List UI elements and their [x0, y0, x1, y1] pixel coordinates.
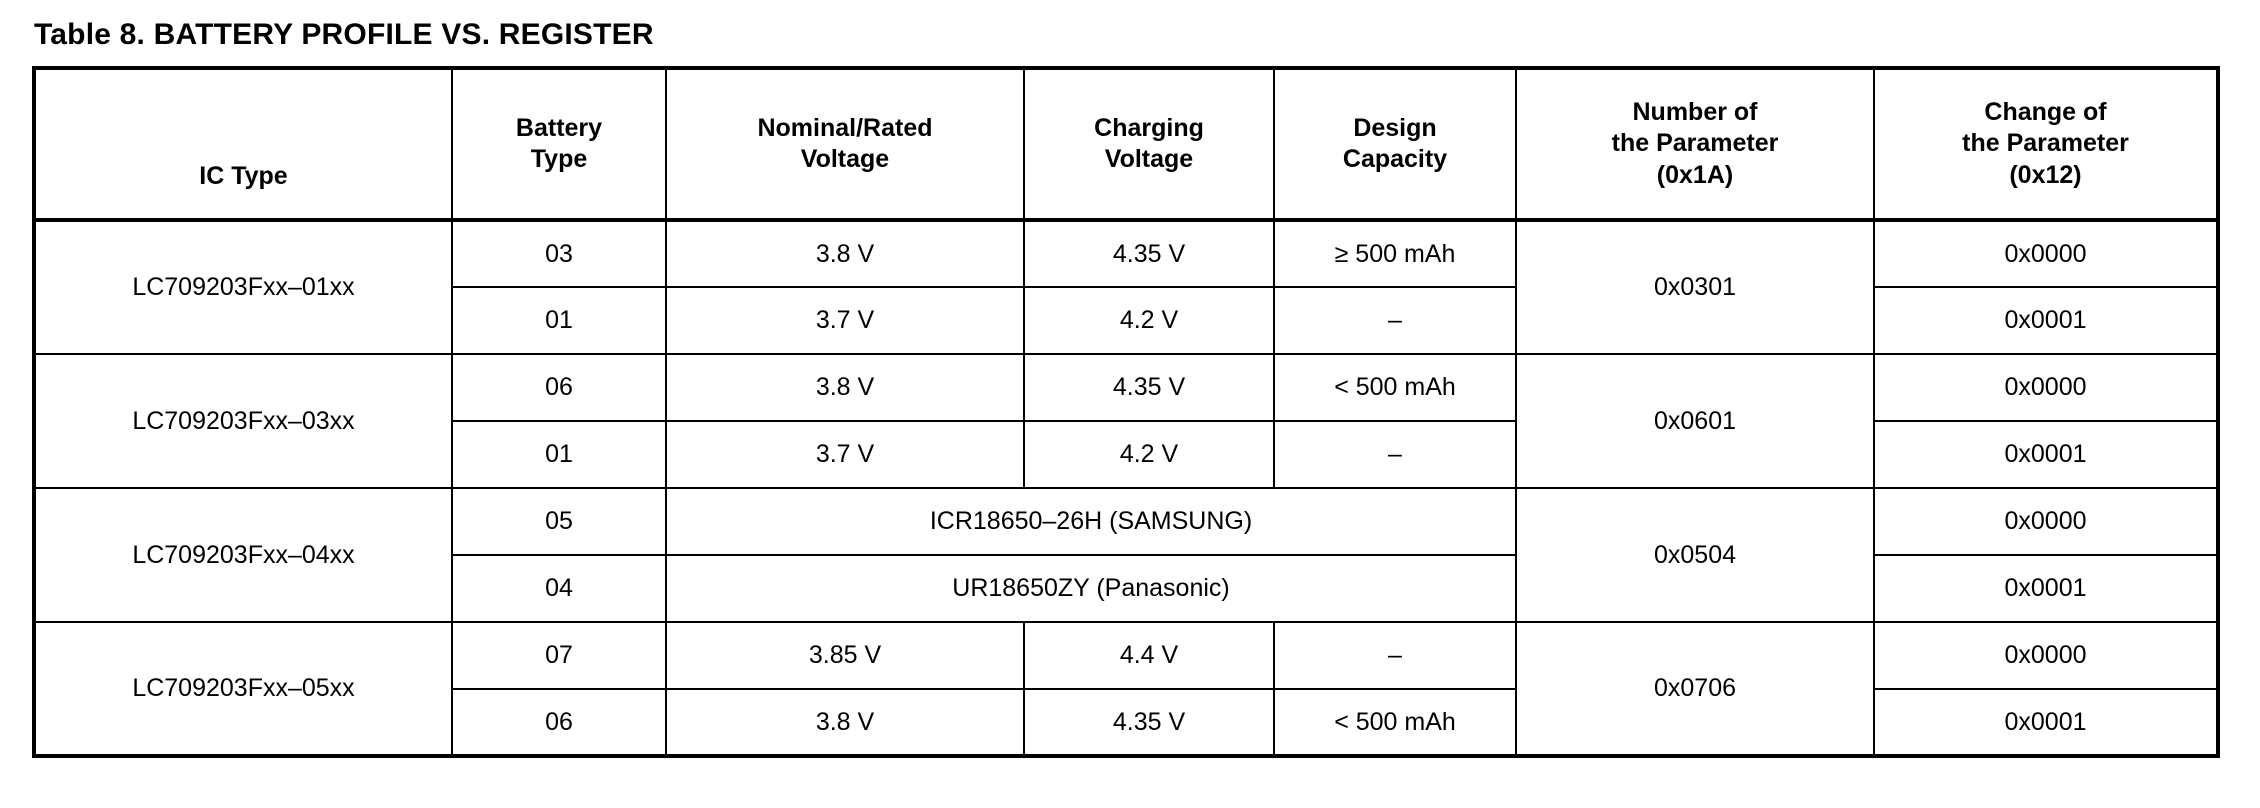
cell-parameter-number: 0x0706: [1516, 622, 1874, 756]
cell-battery-model: ICR18650–26H (SAMSUNG): [666, 488, 1516, 555]
column-header-parameter-change-line2: the Parameter: [1962, 129, 2129, 158]
cell-ic-type: LC709203Fxx–04xx: [34, 488, 452, 622]
cell-nominal-voltage: 3.7 V: [666, 287, 1024, 354]
cell-battery-type: 06: [452, 689, 666, 756]
table-row: [34, 354, 2218, 421]
table-body: [34, 220, 2218, 756]
column-header-design-capacity-line1: Design: [1353, 113, 1437, 142]
column-header-parameter-number-line3: (0x1A): [1656, 160, 1734, 189]
cell-charging-voltage: 4.35 V: [1024, 354, 1274, 421]
cell-battery-type: 05: [452, 488, 666, 555]
cell-parameter-change: 0x0001: [1874, 421, 2218, 488]
cell-parameter-change: 0x0000: [1874, 354, 2218, 421]
cell-parameter-number: 0x0301: [1516, 220, 1874, 354]
cell-parameter-change: 0x0000: [1874, 622, 2218, 689]
column-header-charging-voltage: [1024, 68, 1274, 220]
column-header-nominal-voltage-line2: Voltage: [800, 145, 890, 173]
table-row: [34, 488, 2218, 555]
column-header-battery-type-line2: Type: [530, 145, 588, 173]
column-header-ic-type: IC Type: [34, 68, 452, 220]
cell-battery-type: 07: [452, 622, 666, 689]
column-header-parameter-change-line3: (0x12): [2009, 160, 2082, 189]
table-caption: Table 8. BATTERY PROFILE VS. REGISTER: [34, 18, 654, 51]
table-row: [34, 622, 2218, 689]
cell-nominal-voltage: 3.8 V: [666, 220, 1024, 287]
column-header-battery-type-line1: Battery: [515, 113, 603, 142]
cell-parameter-change: 0x0000: [1874, 488, 2218, 555]
column-header-parameter-number-line1: Number of: [1632, 98, 1758, 127]
table-header-row: [34, 68, 2218, 220]
cell-battery-model: UR18650ZY (Panasonic): [666, 555, 1516, 622]
cell-nominal-voltage: 3.85 V: [666, 622, 1024, 689]
cell-parameter-number: 0x0601: [1516, 354, 1874, 488]
cell-parameter-change: 0x0000: [1874, 220, 2218, 287]
cell-design-capacity: –: [1274, 421, 1516, 488]
cell-parameter-change: 0x0001: [1874, 555, 2218, 622]
cell-ic-type: LC709203Fxx–03xx: [34, 354, 452, 488]
cell-charging-voltage: 4.2 V: [1024, 421, 1274, 488]
cell-design-capacity: –: [1274, 622, 1516, 689]
cell-battery-type: 01: [452, 287, 666, 354]
column-header-parameter-change-line1: Change of: [1984, 98, 2107, 127]
cell-battery-type: 03: [452, 220, 666, 287]
column-header-nominal-voltage-line1: Nominal/Rated: [757, 113, 933, 142]
cell-parameter-number: 0x0504: [1516, 488, 1874, 622]
cell-charging-voltage: 4.35 V: [1024, 220, 1274, 287]
cell-charging-voltage: 4.4 V: [1024, 622, 1274, 689]
cell-design-capacity: < 500 mAh: [1274, 354, 1516, 421]
column-header-parameter-change: [1874, 68, 2218, 220]
column-header-nominal-voltage: [666, 68, 1024, 220]
cell-nominal-voltage: 3.8 V: [666, 354, 1024, 421]
cell-ic-type: LC709203Fxx–05xx: [34, 622, 452, 756]
cell-nominal-voltage: 3.8 V: [666, 689, 1024, 756]
table-header: [34, 68, 2218, 220]
cell-battery-type: 01: [452, 421, 666, 488]
column-header-battery-type: [452, 68, 666, 220]
cell-battery-type: 06: [452, 354, 666, 421]
cell-design-capacity: ≥ 500 mAh: [1274, 220, 1516, 287]
column-header-design-capacity-line2: Capacity: [1342, 145, 1448, 173]
cell-parameter-change: 0x0001: [1874, 287, 2218, 354]
cell-battery-type: 04: [452, 555, 666, 622]
battery-profile-table: [32, 66, 2220, 758]
column-header-parameter-number: [1516, 68, 1874, 220]
cell-charging-voltage: 4.2 V: [1024, 287, 1274, 354]
cell-design-capacity: < 500 mAh: [1274, 689, 1516, 756]
cell-parameter-change: 0x0001: [1874, 689, 2218, 756]
table-row: [34, 220, 2218, 287]
column-header-charging-voltage-line2: Voltage: [1104, 145, 1194, 173]
cell-charging-voltage: 4.35 V: [1024, 689, 1274, 756]
column-header-design-capacity: [1274, 68, 1516, 220]
column-header-parameter-number-line2: the Parameter: [1611, 129, 1779, 158]
cell-nominal-voltage: 3.7 V: [666, 421, 1024, 488]
column-header-charging-voltage-line1: Charging: [1094, 113, 1204, 142]
cell-ic-type: LC709203Fxx–01xx: [34, 220, 452, 354]
cell-design-capacity: –: [1274, 287, 1516, 354]
